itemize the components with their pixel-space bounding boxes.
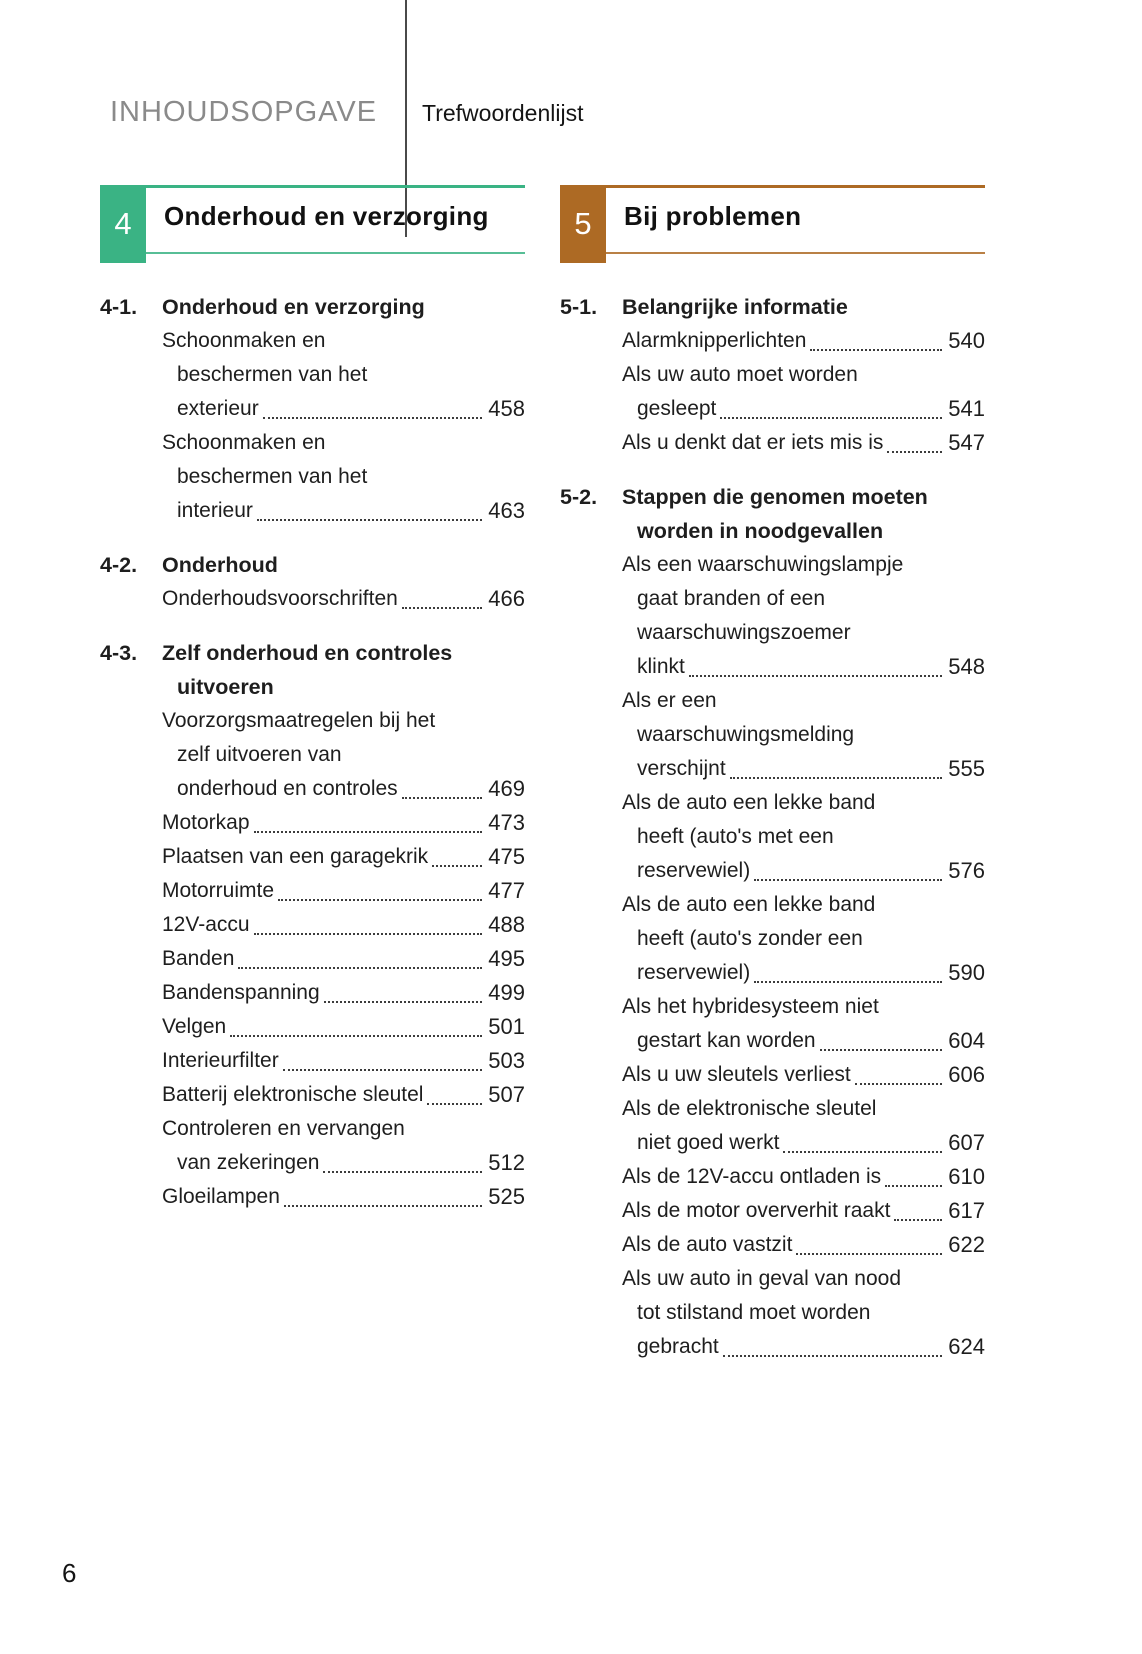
dotted-leader <box>783 1126 942 1160</box>
dotted-leader <box>263 392 483 426</box>
toc-entry-line: Als het hybridesysteem niet <box>622 995 879 1018</box>
entry-page-number: 475 <box>488 844 525 869</box>
entry-title: niet goed werkt <box>637 1131 780 1154</box>
dotted-leader <box>754 956 942 990</box>
section-body <box>162 290 525 528</box>
entry-page-number: 463 <box>488 498 525 523</box>
entry-page-number: 501 <box>488 1014 525 1039</box>
toc-entry <box>162 840 525 874</box>
entry-title: Als u denkt dat er iets mis is <box>622 431 884 454</box>
entry-title: Motorkap <box>162 811 250 834</box>
section-title-line: worden in noodgevallen <box>637 519 884 543</box>
entry-title: Batterij elektronische sleutel <box>162 1083 424 1106</box>
toc-entry <box>622 752 985 786</box>
index-tab-label: Trefwoordenlijst <box>422 100 584 126</box>
toc-entry <box>162 874 525 908</box>
dotted-leader <box>796 1228 942 1262</box>
dotted-leader <box>887 426 942 460</box>
toc-columns <box>100 185 986 1384</box>
chapter-header <box>100 185 525 263</box>
chapter-accent-topline <box>560 185 985 188</box>
entry-title: gestart kan worden <box>637 1029 816 1052</box>
toc-section <box>560 290 985 460</box>
dotted-leader <box>283 1044 483 1078</box>
toc-entry-line: Voorzorgsmaatregelen bij het <box>162 709 436 732</box>
entry-title: Als de 12V-accu ontladen is <box>622 1165 882 1188</box>
section-entries <box>162 324 525 528</box>
toc-entry-line: heeft (auto's zonder een <box>637 927 863 950</box>
entry-page-number: 499 <box>488 980 525 1005</box>
entry-title: exterieur <box>177 397 259 420</box>
toc-entry-line: Als een waarschuwingslampje <box>622 553 904 576</box>
section-body <box>622 290 985 460</box>
entry-page-number: 477 <box>488 878 525 903</box>
toc-entry-line: Als de elektronische sleutel <box>622 1097 877 1120</box>
entry-title: Als de auto vastzit <box>622 1233 793 1256</box>
toc-entry <box>162 908 525 942</box>
entry-title: van zekeringen <box>177 1151 320 1174</box>
dotted-leader <box>284 1180 482 1214</box>
section-body <box>162 548 525 616</box>
entry-page-number: 540 <box>948 328 985 353</box>
chapter-sections <box>100 290 525 1214</box>
entry-page-number: 525 <box>488 1184 525 1209</box>
toc-entry-line: zelf uitvoeren van <box>177 743 342 766</box>
toc-entry-line: waarschuwingsmelding <box>637 723 855 746</box>
toc-entry <box>622 956 985 990</box>
toc-entry-line: Als de auto een lekke band <box>622 893 876 916</box>
toc-entry <box>622 426 985 460</box>
chapter-title: Bij problemen <box>624 201 802 231</box>
chapter-number-badge: 5 <box>560 185 606 263</box>
dotted-leader <box>885 1160 942 1194</box>
dotted-leader <box>238 942 482 976</box>
section-entries <box>162 704 525 1214</box>
section-body <box>162 636 525 1214</box>
section-title-line: Onderhoud <box>162 553 278 577</box>
toc-entry-line: Als de auto een lekke band <box>622 791 876 814</box>
toc-entry <box>162 772 525 806</box>
entry-page-number: 469 <box>488 776 525 801</box>
toc-entry-line: Als uw auto moet worden <box>622 363 858 386</box>
dotted-leader <box>402 582 482 616</box>
toc-entry-line: Als er een <box>622 689 717 712</box>
section-title <box>162 548 525 582</box>
dotted-leader <box>432 840 482 874</box>
entry-title: reservewiel) <box>637 961 751 984</box>
dotted-leader <box>855 1058 943 1092</box>
toc-entry-line: tot stilstand moet worden <box>637 1301 871 1324</box>
entry-page-number: 507 <box>488 1082 525 1107</box>
chapter-sections <box>560 290 985 1364</box>
entry-page-number: 606 <box>948 1062 985 1087</box>
toc-entry <box>622 650 985 684</box>
dotted-leader <box>820 1024 943 1058</box>
entry-page-number: 604 <box>948 1028 985 1053</box>
entry-page-number: 607 <box>948 1130 985 1155</box>
dotted-leader <box>254 908 483 942</box>
section-number: 4-1. <box>100 295 138 319</box>
toc-entry-line: beschermen van het <box>177 363 368 386</box>
entry-title: Als u uw sleutels verliest <box>622 1063 851 1086</box>
toc-entry <box>162 976 525 1010</box>
entry-title: Velgen <box>162 1015 227 1038</box>
entry-page-number: 610 <box>948 1164 985 1189</box>
section-entries <box>622 548 985 1364</box>
chapter-accent-topline <box>100 185 525 188</box>
section-title-line: Onderhoud en verzorging <box>162 295 425 319</box>
toc-entry-line: Controleren en vervangen <box>162 1117 405 1140</box>
entry-page-number: 547 <box>948 430 985 455</box>
section-number: 4-3. <box>100 641 138 665</box>
toc-entry <box>622 854 985 888</box>
toc-entry <box>162 1044 525 1078</box>
toc-entry-line: Als uw auto in geval van nood <box>622 1267 902 1290</box>
entry-page-number: 555 <box>948 756 985 781</box>
toc-entry <box>622 1024 985 1058</box>
entry-page-number: 541 <box>948 396 985 421</box>
chapter-title: Onderhoud en verzorging <box>164 201 489 231</box>
entry-title: Gloeilampen <box>162 1185 280 1208</box>
entry-page-number: 458 <box>488 396 525 421</box>
section-title <box>162 290 525 324</box>
toc-entry <box>162 494 525 528</box>
toc-entry <box>622 1058 985 1092</box>
toc-entry-line: Schoonmaken en <box>162 329 326 352</box>
section-title-line: Stappen die genomen moeten <box>622 485 928 509</box>
entry-page-number: 576 <box>948 858 985 883</box>
toc-entry <box>162 942 525 976</box>
entry-title: Onderhoudsvoorschriften <box>162 587 398 610</box>
chapter-accent-underline <box>606 252 985 254</box>
toc-entry <box>162 806 525 840</box>
entry-title: Plaatsen van een garagekrik <box>162 845 429 868</box>
toc-entry <box>162 1146 525 1180</box>
toc-tab-label: INHOUDSOPGAVE <box>110 96 378 128</box>
toc-entry <box>622 1126 985 1160</box>
toc-entry <box>622 1228 985 1262</box>
entry-title: interieur <box>177 499 253 522</box>
entry-page-number: 622 <box>948 1232 985 1257</box>
toc-entry <box>622 1160 985 1194</box>
entry-page-number: 488 <box>488 912 525 937</box>
dotted-leader <box>720 392 942 426</box>
toc-entry-line: Schoonmaken en <box>162 431 326 454</box>
dotted-leader <box>324 976 483 1010</box>
toc-entry-line: heeft (auto's met een <box>637 825 834 848</box>
toc-entry-line: gaat branden of een <box>637 587 825 610</box>
chapter-number-badge: 4 <box>100 185 146 263</box>
section-number: 5-2. <box>560 485 598 509</box>
entry-title: gesleept <box>637 397 717 420</box>
entry-title: Bandenspanning <box>162 981 320 1004</box>
dotted-leader <box>689 650 942 684</box>
entry-title: Motorruimte <box>162 879 275 902</box>
entry-title: 12V-accu <box>162 913 250 936</box>
entry-page-number: 590 <box>948 960 985 985</box>
entry-title: reservewiel) <box>637 859 751 882</box>
section-title <box>622 480 985 548</box>
dotted-leader <box>230 1010 482 1044</box>
chapter-column <box>560 185 985 1384</box>
entry-page-number: 466 <box>488 586 525 611</box>
dotted-leader <box>730 752 943 786</box>
section-number: 4-2. <box>100 553 138 577</box>
entry-title: klinkt <box>637 655 685 678</box>
toc-entry <box>162 392 525 426</box>
toc-entry <box>162 1078 525 1112</box>
chapter-accent-underline <box>146 252 525 254</box>
entry-page-number: 503 <box>488 1048 525 1073</box>
entry-title: Banden <box>162 947 235 970</box>
dotted-leader <box>323 1146 482 1180</box>
section-title-line: Belangrijke informatie <box>622 295 848 319</box>
entry-page-number: 617 <box>948 1198 985 1223</box>
entry-title: verschijnt <box>637 757 726 780</box>
chapter-header <box>560 185 985 263</box>
toc-entry <box>162 582 525 616</box>
section-title <box>622 290 985 324</box>
entry-page-number: 495 <box>488 946 525 971</box>
toc-section <box>100 548 525 616</box>
entry-title: Interieurfilter <box>162 1049 279 1072</box>
toc-entry <box>622 1330 985 1364</box>
entry-page-number: 512 <box>488 1150 525 1175</box>
toc-section <box>560 480 985 1364</box>
section-entries <box>622 324 985 460</box>
section-title-line: Zelf onderhoud en controles <box>162 641 453 665</box>
entry-title: gebracht <box>637 1335 719 1358</box>
page-number: 6 <box>62 1558 77 1588</box>
toc-entry <box>162 1180 525 1214</box>
chapter-column <box>100 185 525 1384</box>
section-entries <box>162 582 525 616</box>
dotted-leader <box>257 494 482 528</box>
toc-entry <box>622 1194 985 1228</box>
toc-entry-line: beschermen van het <box>177 465 368 488</box>
toc-section <box>100 636 525 1214</box>
dotted-leader <box>402 772 483 806</box>
section-number: 5-1. <box>560 295 598 319</box>
dotted-leader <box>810 324 942 358</box>
dotted-leader <box>894 1194 942 1228</box>
entry-page-number: 473 <box>488 810 525 835</box>
dotted-leader <box>254 806 483 840</box>
entry-page-number: 548 <box>948 654 985 679</box>
entry-title: Als de motor oververhit raakt <box>622 1199 891 1222</box>
section-title <box>162 636 525 704</box>
toc-entry <box>162 1010 525 1044</box>
toc-entry <box>622 392 985 426</box>
dotted-leader <box>754 854 942 888</box>
toc-entry <box>622 324 985 358</box>
section-title-line: uitvoeren <box>177 675 274 699</box>
dotted-leader <box>427 1078 482 1112</box>
dotted-leader <box>723 1330 943 1364</box>
entry-title: Alarmknipperlichten <box>622 329 807 352</box>
toc-entry-line: waarschuwingszoemer <box>637 621 851 644</box>
toc-section <box>100 290 525 528</box>
entry-title: onderhoud en controles <box>177 777 398 800</box>
dotted-leader <box>278 874 482 908</box>
section-body <box>622 480 985 1364</box>
entry-page-number: 624 <box>948 1334 985 1359</box>
